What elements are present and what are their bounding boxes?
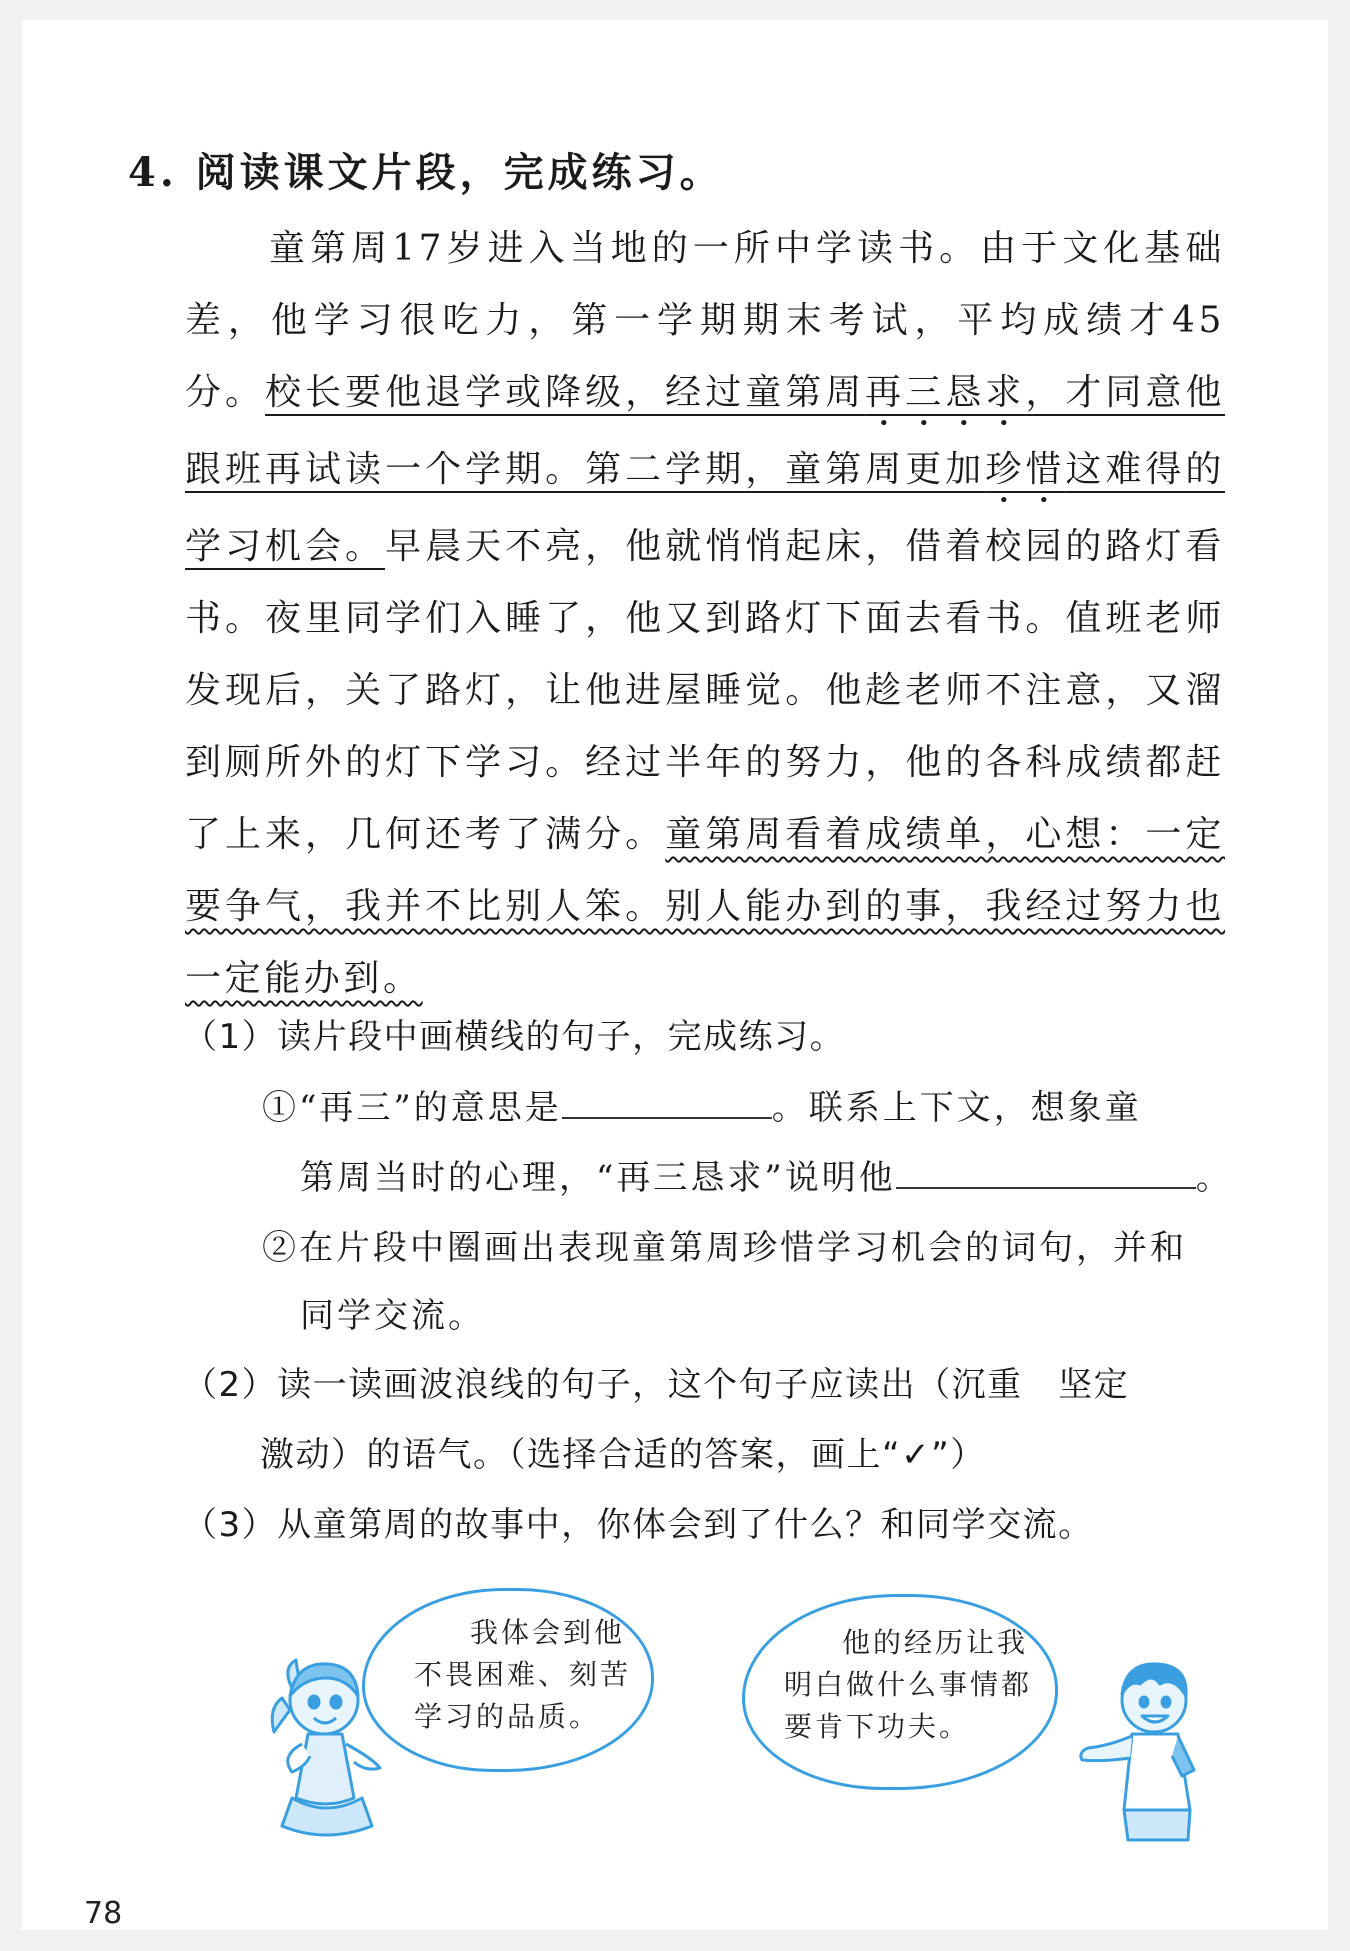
question-3: （3）从童第周的故事中，你体会到了什么？和同学交流。 — [183, 1505, 1094, 1545]
dotted-word-zaisan-kenqiu: 再三恳求 — [865, 372, 1026, 413]
question-2: （2）读一读画波浪线的句子，这个句子应读出（沉重 坚定 — [183, 1365, 1130, 1405]
dotted-word-zhenxi: 珍惜 — [985, 449, 1066, 490]
girl-illustration-icon — [262, 1648, 402, 1844]
exercise-title: 4. 阅读课文片段，完成练习。 — [128, 149, 724, 196]
question-1b-line2: 同学交流。 — [300, 1296, 485, 1336]
wavy-underlined-sentence: 童第周看着成绩单，心想：一定要争气，我并不比别人笨。别人能办到的事，我经过努力也一定能办到。 — [185, 814, 1225, 999]
bubble-left-line2: 不畏困难、刻苦 — [414, 1658, 632, 1691]
answer-blank-1[interactable] — [562, 1087, 772, 1119]
page-number: 78 — [84, 1896, 123, 1931]
question-2-line2: 激动）的语气。（选择合适的答案，画上“✓”） — [260, 1435, 986, 1475]
passage-middle: 早晨天不亮，他就悄悄起床，借着校园的路灯看书。夜里同学们入睡了，他又到路灯下面去看书。值班老师发现后，关了路灯，让他进屋睡觉。他趁老师不注意，又溜到厕所外的灯下学习。经过半年的努力，他的各科成绩都赶了上来，几何还考了满分。 — [185, 526, 1225, 855]
question-1: （1）读片段中画横线的句子，完成练习。 — [183, 1017, 846, 1057]
boy-illustration-icon — [1068, 1650, 1212, 1846]
answer-blank-2[interactable] — [896, 1157, 1196, 1189]
question-1a-line2: 第周当时的心理，“再三恳求”说明他 。 — [300, 1158, 1233, 1198]
bubble-right-line2: 明白做什么事情都 — [784, 1668, 1033, 1701]
passage-intro: 童第周17岁进入当地的一所中学读书。由于文化基础差，他学习很吃力，第一学期期末考试，平均成绩才45分。 — [185, 228, 1225, 413]
bubble-right-line3: 要肯下功夫。 — [784, 1710, 971, 1743]
bubble-left-line3: 学习的品质。 — [414, 1700, 601, 1733]
bubble-left-line1: 我体会到他 — [470, 1616, 626, 1649]
underlined-sentence: 校长要他退学或降级，经过童第周再三恳求，才同意他跟班再试读一个学期。第二学期，童第周更加珍惜这难得的学习机会。 — [185, 372, 1225, 567]
question-1b: ②在片段中圈画出表现童第周珍惜学习机会的词句，并和 — [262, 1228, 1187, 1268]
reading-passage — [185, 213, 1225, 1015]
question-1a: ①“再三”的意思是 。联系上下文，想象童 — [262, 1088, 1142, 1128]
bubble-right-line1: 他的经历让我 — [842, 1626, 1029, 1659]
